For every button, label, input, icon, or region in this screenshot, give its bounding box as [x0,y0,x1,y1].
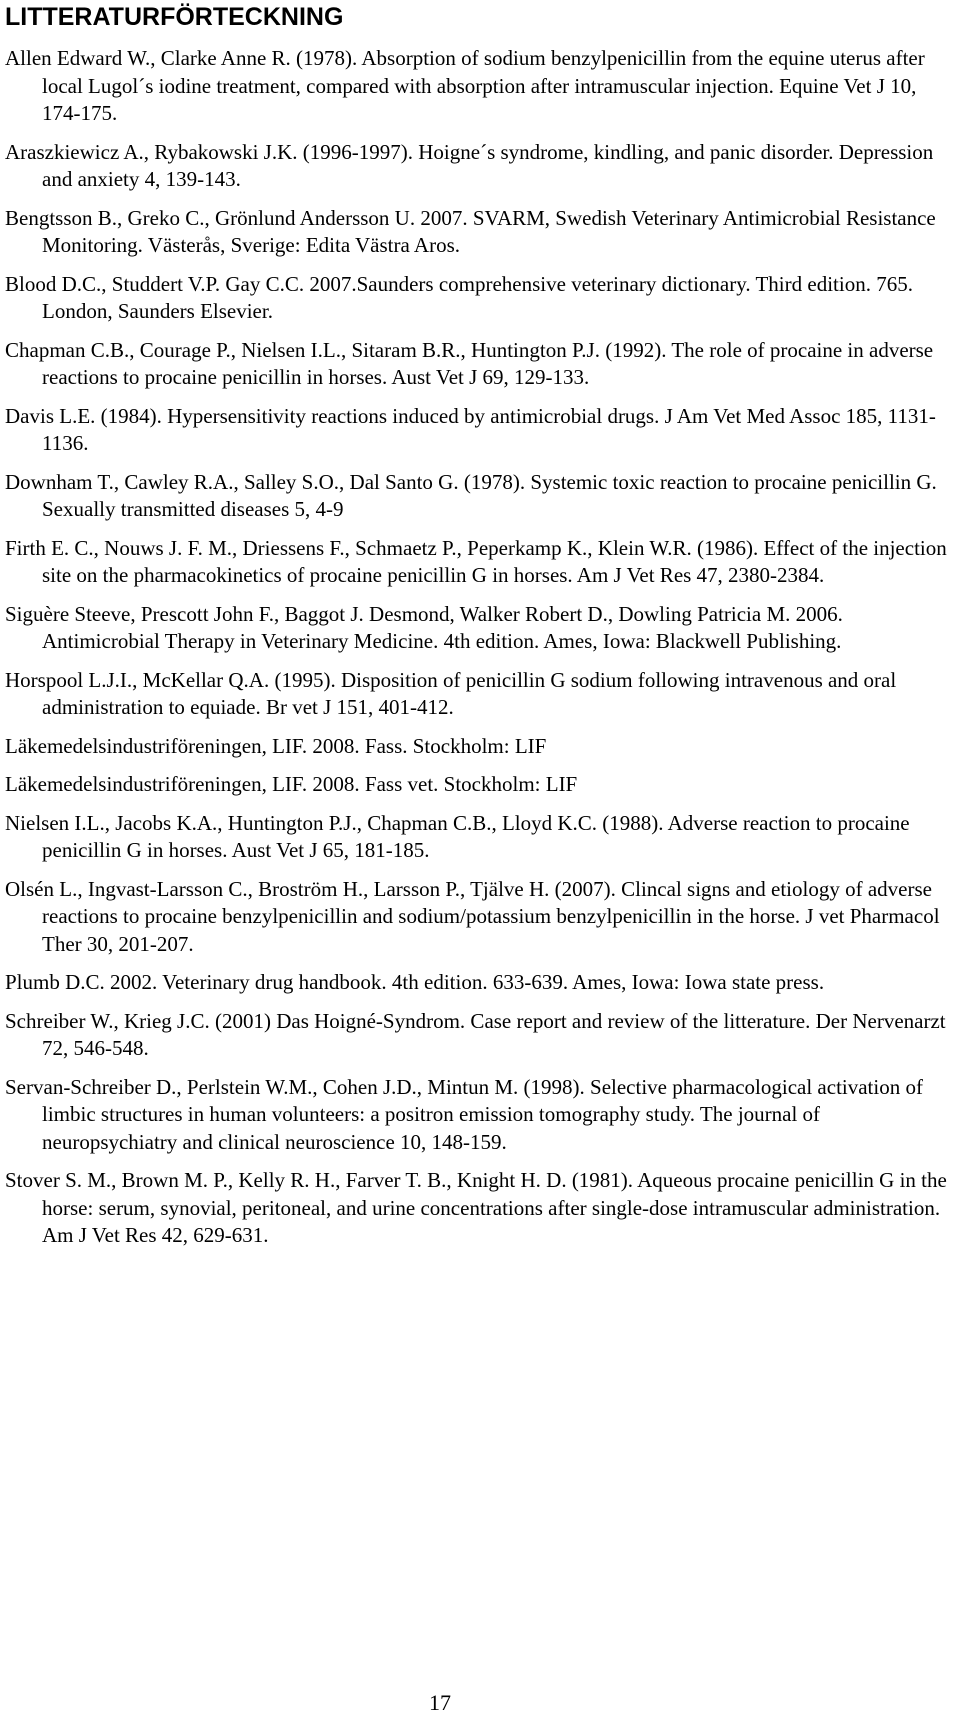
reference-entry-bengtsson: Bengtsson B., Greko C., Grönlund Andersson U. 2007. SVARM, Swedish Veterinary Antimicrobial Resistance Monitoring. Västerås, Sverige: Edita Västra Aros. [5,205,936,257]
reference-entry-lif-fass-vet: Läkemedelsindustriföreningen, LIF. 2008. Fass vet. Stockholm: LIF [5,772,578,796]
reference-list [5,45,950,1261]
reference-entry-nielsen: Nielsen I.L., Jacobs K.A., Huntington P.J., Chapman C.B., Lloyd K.C. (1988). Adverse reaction to procaine penicillin G in horses. Aust Vet J 65, 181-185. [5,810,910,862]
reference-entry-blood: Blood D.C., Studdert V.P. Gay C.C. 2007.Saunders comprehensive veterinary dictionary. Third edition. 765. London, Saunders Elsevier. [5,271,913,323]
reference-entry-horspool: Horspool L.J.I., McKellar Q.A. (1995). Disposition of penicillin G sodium following intravenous and oral administration to equiade. Br vet J 151, 401-412. [5,667,897,719]
reference-entry-araszkiewicz: Araszkiewicz A., Rybakowski J.K. (1996-1997). Hoigne´s syndrome, kindling, and panic disorder. Depression and anxiety 4, 139-143. [5,139,934,191]
page-heading: LITTERATURFÖRTECKNING [5,3,344,31]
page-number: 17 [429,1690,451,1715]
reference-entry-stover: Stover S. M., Brown M. P., Kelly R. H., Farver T. B., Knight H. D. (1981). Aqueous procaine penicillin G in the horse: serum, synovial, peritoneal, and urine concentrations after single-dose intramuscular administration. Am J Vet Res 42, 629-631. [5,1168,947,1247]
reference-entry-chapman: Chapman C.B., Courage P., Nielsen I.L., Sitaram B.R., Huntington P.J. (1992). The role of procaine in adverse reactions to procaine penicillin in horses. Aust Vet J 69, 129-133. [5,337,934,389]
reference-entry-giguere: Siguère Steeve, Prescott John F., Baggot J. Desmond, Walker Robert D., Dowling Patricia M. 2006. Antimicrobial Therapy in Veterinary Medicine. 4th edition. Ames, Iowa: Blackwell Publishing. [5,601,843,653]
reference-entry-servan-schreiber: Servan-Schreiber D., Perlstein W.M., Cohen J.D., Mintun M. (1998). Selective pharmacological activation of limbic structures in human volunteers: a positron emission tomography study. The journal of neuropsychiatry and clinical neuroscience 10, 148-159. [5,1074,923,1154]
reference-entry-lif-fass: Läkemedelsindustriföreningen, LIF. 2008. Fass. Stockholm: LIF [5,733,547,758]
reference-entry-olsen: Olsén L., Ingvast-Larsson C., Broström H., Larsson P., Tjälve H. (2007). Clincal signs and etiology of adverse reactions to procaine benzylpenicillin and sodium/potassium benzylpenicillin in the horse. J vet Pharmacol Ther 30, 201-207. [5,876,940,956]
reference-entry-firth: Firth E. C., Nouws J. F. M., Driessens F., Schmaetz P., Peperkamp K., Klein W.R. (1986). Effect of the injection site on the pharmacokinetics of procaine penicillin G in horses. Am J Vet Res 47, 2380-2384. [5,535,947,587]
reference-entry-allen: Allen Edward W., Clarke Anne R. (1978). Absorption of sodium benzylpenicillin from the equine uterus after local Lugol´s iodine treatment, compared with absorption after intramuscular injection. Equine Vet J 10, 174-175. [5,46,925,125]
reference-entry-schreiber: Schreiber W., Krieg J.C. (2001) Das Hoigné-Syndrom. Case report and review of the litterature. Der Nervenarzt 72, 546-548. [5,1008,946,1060]
reference-entry-davis: Davis L.E. (1984). Hypersensitivity reactions induced by antimicrobial drugs. J Am Vet Med Assoc 185, 1131-1136. [5,403,936,455]
reference-entry-downham: Downham T., Cawley R.A., Salley S.O., Dal Santo G. (1978). Systemic toxic reaction to procaine penicillin G. Sexually transmitted diseases 5, 4-9 [5,469,937,521]
reference-entry-plumb: Plumb D.C. 2002. Veterinary drug handbook. 4th edition. 633-639. Ames, Iowa: Iowa state press. [5,970,825,994]
